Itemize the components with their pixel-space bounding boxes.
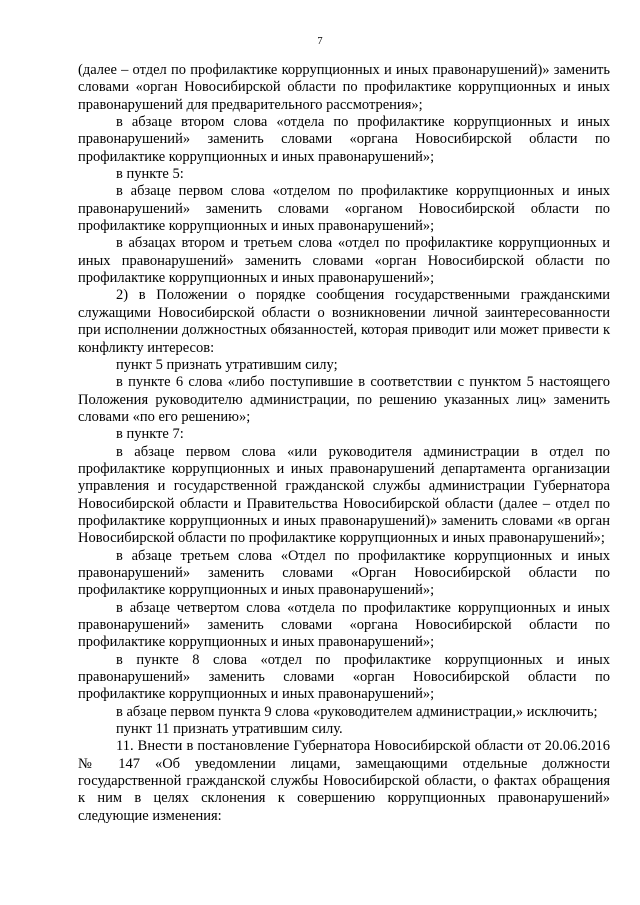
paragraph-continuation: (далее – отдел по профилактике коррупционных и иных правонарушений)» заменить словами «орган Новосибирской области по профилактике коррупционных и иных правонарушений для предварительного рассмотрения»;	[78, 62, 610, 113]
paragraph: в абзацах втором и третьем слова «отдел по профилактике коррупционных и иных правонарушений» заменить словами «орган Новосибирской области по профилактике коррупционных и иных правонарушений»;	[78, 235, 610, 287]
paragraph: в абзаце первом слова «или руководителя администрации в отдел по профилактике коррупционных и иных правонарушений департамента организации управления и государственной гражданской службы администрации Губернатора Новосибирской области и Правительства Новосибирской области (далее – отдел по профилактике коррупционных и иных правонарушений)» заменить словами «в орган Новосибирской области по профилактике коррупционных и иных правонарушений»;	[78, 443, 610, 547]
paragraph: в пункте 8 слова «отдел по профилактике коррупционных и иных правонарушений» заменить словами «орган Новосибирской области по профилактике коррупционных и иных правонарушений»;	[78, 651, 610, 703]
paragraph: в абзаце первом слова «отделом по профилактике коррупционных и иных правонарушений» заменить словами «органом Новосибирской области по профилактике коррупционных и иных правонарушений»;	[78, 183, 610, 235]
paragraph: в пункте 7:	[116, 426, 184, 443]
paragraph: 11. Внести в постановление Губернатора Новосибирской области от 20.06.2016 № 147 «Об уведомлении лицами, замещающими отдельные должности государственной гражданской службы Новосибирской области, о фактах обращения к ним в целях склонения к совершению коррупционных правонарушений» следующие изменения:	[78, 738, 610, 824]
paragraph: 2) в Положении о порядке сообщения государственными гражданскими служащими Новосибирской области о возникновении личной заинтересованности при исполнении должностных обязанностей, которая приводит или может привести к конфликту интересов:	[78, 287, 610, 356]
paragraph: в абзаце четвертом слова «отдела по профилактике коррупционных и иных правонарушений» заменить словами «органа Новосибирской области по профилактике коррупционных и иных правонарушений»;	[78, 599, 610, 651]
paragraph: пункт 5 признать утратившим силу;	[116, 356, 338, 373]
paragraph: в абзаце втором слова «отдела по профилактике коррупционных и иных правонарушений» заменить словами «органа Новосибирской области по профилактике коррупционных и иных правонарушений»;	[78, 114, 610, 165]
paragraph: в абзаце первом пункта 9 слова «руководителем администрации,» исключить;	[116, 703, 598, 720]
paragraph: в пункте 5:	[116, 166, 184, 183]
document-body	[78, 62, 610, 825]
paragraph: пункт 11 признать утратившим силу.	[116, 721, 343, 738]
page-number: 7	[317, 36, 323, 47]
paragraph: в абзаце третьем слова «Отдел по профилактике коррупционных и иных правонарушений» заменить словами «Орган Новосибирской области по профилактике коррупционных и иных правонарушений»;	[78, 547, 610, 599]
paragraph: в пункте 6 слова «либо поступившие в соответствии с пунктом 5 настоящего Положения руководителю администрации, по решению указанных лиц» заменить словами «по его решению»;	[78, 374, 610, 425]
